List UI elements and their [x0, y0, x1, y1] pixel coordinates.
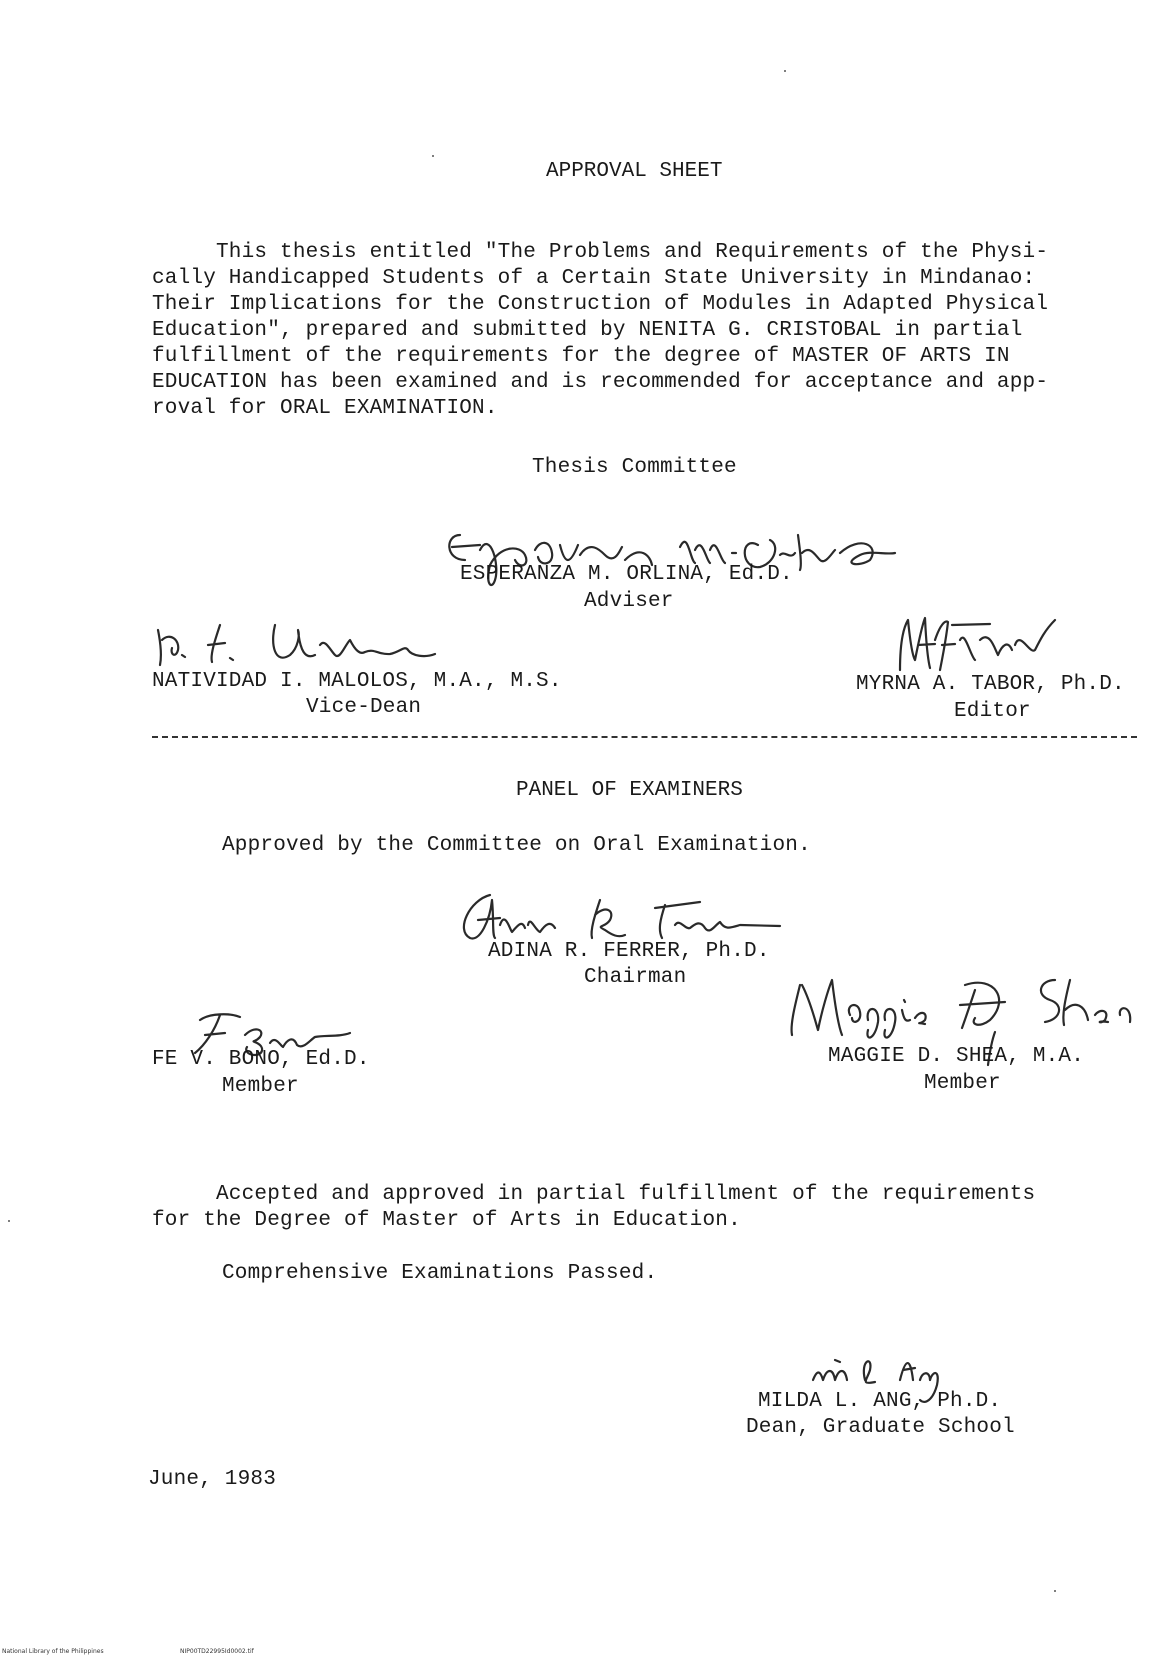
adviser-role: Adviser	[584, 590, 674, 613]
paragraph-line: This thesis entitled "The Problems and Requirements of the Physi-	[152, 241, 1049, 264]
acceptance-line: Accepted and approved in partial fulfillment of the requirements	[152, 1183, 1036, 1206]
editor-name: MYRNA A. TABOR, Ph.D.	[856, 673, 1125, 696]
vice-dean-role: Vice-Dean	[306, 696, 422, 719]
dean-role: Dean, Graduate School	[746, 1416, 1015, 1439]
scan-speck	[784, 70, 786, 72]
footer-library: National Library of the Philippines	[2, 1648, 104, 1655]
footer-filename: NIP00TD22995Id0002.tif	[180, 1648, 254, 1655]
editor-signature	[880, 600, 1080, 680]
member2-name: MAGGIE D. SHEA, M.A.	[828, 1045, 1085, 1068]
paragraph-line: cally Handicapped Students of a Certain State University in Mindanao:	[152, 267, 1036, 290]
member2-signature	[780, 950, 1170, 1090]
editor-role: Editor	[954, 700, 1031, 723]
chairman-role: Chairman	[584, 966, 687, 989]
paragraph-line: EDUCATION has been examined and is recommended for acceptance and app-	[152, 371, 1049, 394]
scan-speck	[1054, 1590, 1056, 1592]
scan-speck	[432, 155, 434, 157]
page-title: APPROVAL SHEET	[546, 160, 723, 183]
dean-name: MILDA L. ANG, Ph.D.	[758, 1390, 1002, 1413]
section-divider	[152, 736, 1137, 738]
member1-name: FE V. BONO, Ed.D.	[152, 1048, 370, 1071]
document-date: June, 1983	[148, 1468, 277, 1491]
paragraph-line: roval for ORAL EXAMINATION.	[152, 397, 498, 420]
comprehensive-line: Comprehensive Examinations Passed.	[222, 1262, 658, 1285]
vice-dean-name: NATIVIDAD I. MALOLOS, M.A., M.S.	[152, 670, 562, 693]
committee-heading: Thesis Committee	[532, 456, 737, 479]
scan-speck	[8, 1220, 10, 1222]
paragraph-line: Education", prepared and submitted by NENITA G. CRISTOBAL in partial	[152, 319, 1023, 342]
member2-role: Member	[924, 1072, 1001, 1095]
panel-heading: PANEL OF EXAMINERS	[516, 779, 743, 802]
paragraph-line: fulfillment of the requirements for the degree of MASTER OF ARTS IN	[152, 345, 1010, 368]
acceptance-line: for the Degree of Master of Arts in Education.	[152, 1209, 741, 1232]
vice-dean-signature	[150, 610, 490, 670]
adviser-name: ESPERANZA M. ORLINA, Ed.D.	[460, 563, 793, 586]
chairman-name: ADINA R. FERRER, Ph.D.	[488, 940, 770, 963]
member1-role: Member	[222, 1075, 299, 1098]
panel-approved-line: Approved by the Committee on Oral Examination.	[222, 834, 811, 857]
paragraph-line: Their Implications for the Construction of Modules in Adapted Physical	[152, 293, 1049, 316]
